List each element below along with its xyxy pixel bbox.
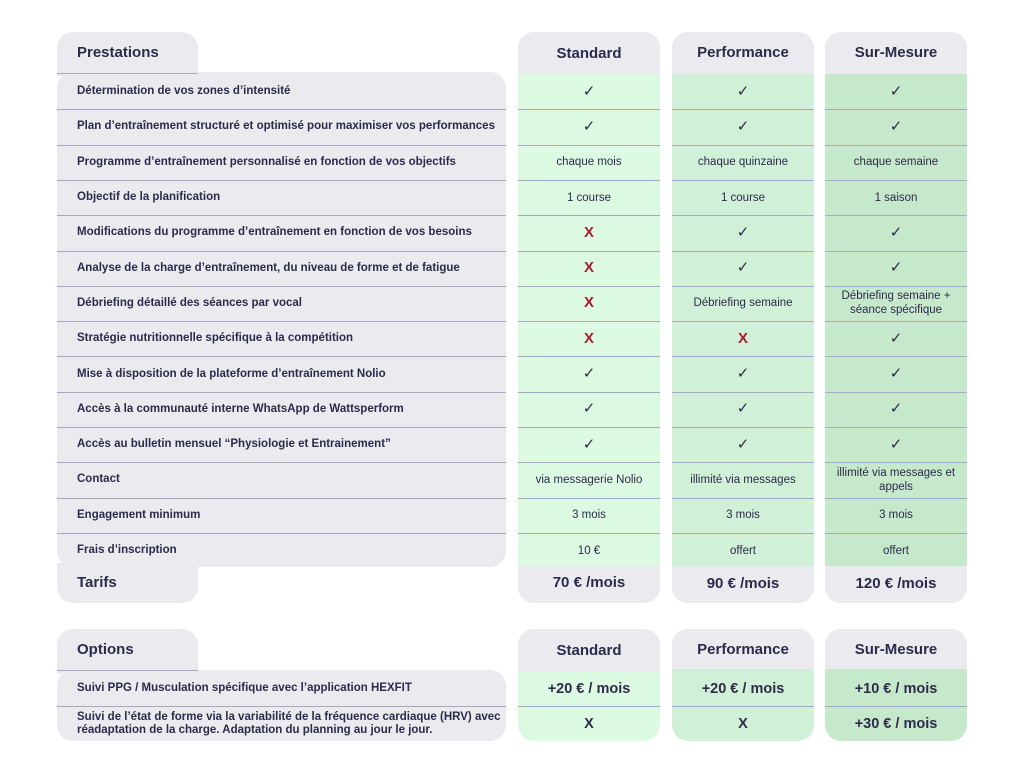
prestations-sur-mesure-cell xyxy=(825,462,967,497)
cross-icon: X xyxy=(583,223,594,241)
prestations-row-label: Mise à disposition de la plateforme d’entraînement Nolio xyxy=(77,367,386,380)
prestations-standard-cell xyxy=(518,215,660,250)
cell-text: 1 course xyxy=(720,191,766,204)
cell-text: via messagerie Nolio xyxy=(535,473,643,486)
cell-text: illimité via messages xyxy=(690,473,796,486)
check-icon: ✓ xyxy=(889,82,903,100)
prestations-performance-cell xyxy=(672,215,814,250)
check-icon: ✓ xyxy=(889,435,903,453)
sur-mesure-title: Sur-Mesure xyxy=(854,44,938,61)
prestations-performance-cell xyxy=(672,74,814,109)
options-standard-cell xyxy=(518,671,660,706)
cell-text: 1 course xyxy=(566,191,612,204)
prestations-performance-cell xyxy=(672,251,814,286)
tarifs-label: Tarifs xyxy=(77,574,117,591)
cross-icon: X xyxy=(738,715,748,732)
prestations-row-label: Débriefing détaillé des séances par vocal xyxy=(77,296,302,309)
prestations-sur-mesure-cell xyxy=(825,321,967,356)
options-standard-title: Standard xyxy=(556,642,622,659)
check-icon: ✓ xyxy=(736,82,750,100)
check-icon: ✓ xyxy=(889,400,903,418)
options-performance-title: Performance xyxy=(697,641,789,658)
cross-icon: X xyxy=(583,329,594,347)
options-sur-mesure-cell xyxy=(825,706,967,741)
cell-text: 3 mois xyxy=(572,509,606,522)
prestations-performance-cell xyxy=(672,533,814,568)
check-icon: ✓ xyxy=(736,259,750,277)
check-icon: ✓ xyxy=(889,329,903,347)
performance-title: Performance xyxy=(697,44,789,61)
header-divider xyxy=(57,670,198,671)
check-icon: ✓ xyxy=(736,365,750,383)
cell-text: 10 € xyxy=(577,544,601,557)
prestations-row-label: Engagement minimum xyxy=(77,508,201,521)
cell-text: +10 € / mois xyxy=(854,680,938,697)
options-sur-mesure-cell xyxy=(825,671,967,706)
cell-text: offert xyxy=(730,544,756,557)
prestations-sur-mesure-cell xyxy=(825,251,967,286)
prestations-sur-mesure-cell xyxy=(825,286,967,321)
prestations-sur-mesure-cell xyxy=(825,498,967,533)
prestations-row-label: Frais d’inscription xyxy=(77,544,177,557)
prestations-standard-cell xyxy=(518,109,660,144)
check-icon: ✓ xyxy=(889,223,903,241)
prestations-performance-cell xyxy=(672,321,814,356)
prestations-standard-cell xyxy=(518,427,660,462)
cell-text: +20 € / mois xyxy=(701,680,785,697)
check-icon: ✓ xyxy=(736,223,750,241)
prestations-sur-mesure-cell xyxy=(825,145,967,180)
prestations-performance-cell xyxy=(672,498,814,533)
prestations-sur-mesure-cell xyxy=(825,180,967,215)
check-icon: ✓ xyxy=(889,259,903,277)
prestations-standard-cell xyxy=(518,321,660,356)
cell-text: +30 € / mois xyxy=(854,715,938,732)
check-icon: ✓ xyxy=(582,400,596,418)
prestations-sur-mesure-cell xyxy=(825,533,967,568)
options-performance-cell xyxy=(672,671,814,706)
check-icon: ✓ xyxy=(889,365,903,383)
cell-text: chaque mois xyxy=(556,156,622,169)
cell-text: 3 mois xyxy=(726,509,760,522)
check-icon: ✓ xyxy=(736,435,750,453)
check-icon: ✓ xyxy=(582,117,596,135)
prestations-row-label: Objectif de la planification xyxy=(77,191,221,204)
options-row-label: Suivi PPG / Musculation spécifique avec l’application HEXFIT xyxy=(77,682,412,694)
prestations-performance-cell xyxy=(672,427,814,462)
cross-icon: X xyxy=(583,294,594,312)
check-icon: ✓ xyxy=(582,435,596,453)
prestations-row-label: Programme d’entraînement personnalisé en fonction de vos objectifs xyxy=(77,155,456,168)
options-title: Options xyxy=(77,641,134,658)
prestations-standard-cell xyxy=(518,356,660,391)
cell-text: chaque quinzaine xyxy=(697,156,789,169)
prestations-performance-cell xyxy=(672,286,814,321)
cell-text: 3 mois xyxy=(879,509,913,522)
check-icon: ✓ xyxy=(736,400,750,418)
prestations-row-label: Modifications du programme d’entraînement en fonction de vos besoins xyxy=(77,226,472,239)
check-icon: ✓ xyxy=(582,365,596,383)
prestations-standard-cell xyxy=(518,180,660,215)
cell-text: +20 € / mois xyxy=(547,680,631,697)
cell-text: illimité via messages et appels xyxy=(836,466,956,493)
prestations-sur-mesure-cell xyxy=(825,215,967,250)
cell-text: Débriefing semaine xyxy=(693,297,793,310)
prestations-performance-cell xyxy=(672,180,814,215)
cross-icon: X xyxy=(737,329,748,347)
prestations-sur-mesure-cell xyxy=(825,74,967,109)
sur-mesure-price: 120 € /mois xyxy=(855,574,937,592)
prestations-standard-cell xyxy=(518,533,660,568)
cell-text: chaque semaine xyxy=(853,156,939,169)
options-row-label: Suivi de l’état de forme via la variabilité de la fréquence cardiaque (HRV) avec réadaptation de la charge. Adaptation du planning au jour le jour. xyxy=(77,710,501,736)
prestations-sur-mesure-cell xyxy=(825,392,967,427)
prestations-standard-cell xyxy=(518,145,660,180)
prestations-standard-cell xyxy=(518,74,660,109)
cell-text: Débriefing semaine + séance spécifique xyxy=(841,290,951,317)
prestations-standard-cell xyxy=(518,251,660,286)
prestations-row-label: Stratégie nutritionnelle spécifique à la compétition xyxy=(77,332,354,345)
performance-price: 90 € /mois xyxy=(706,574,780,592)
header-divider xyxy=(57,73,198,74)
cell-text: 1 saison xyxy=(874,191,918,204)
prestations-row-label: Détermination de vos zones d’intensité xyxy=(77,85,291,98)
prestations-performance-cell xyxy=(672,109,814,144)
cross-icon: X xyxy=(584,715,594,732)
check-icon: ✓ xyxy=(582,82,596,100)
options-sur-mesure-title: Sur-Mesure xyxy=(854,641,938,658)
check-icon: ✓ xyxy=(889,117,903,135)
prestations-row-label: Contact xyxy=(77,473,120,486)
prestations-performance-cell xyxy=(672,356,814,391)
cell-text: offert xyxy=(883,544,909,557)
prestations-sur-mesure-cell xyxy=(825,356,967,391)
prestations-standard-cell xyxy=(518,392,660,427)
prestations-sur-mesure-cell xyxy=(825,109,967,144)
prestations-performance-cell xyxy=(672,145,814,180)
prestations-row-label: Plan d’entraînement structuré et optimisé pour maximiser vos performances xyxy=(77,120,495,133)
standard-price: 70 € /mois xyxy=(552,573,626,591)
prestations-standard-cell xyxy=(518,286,660,321)
standard-title: Standard xyxy=(556,45,622,62)
options-performance-cell xyxy=(672,706,814,741)
cross-icon: X xyxy=(583,259,594,277)
check-icon: ✓ xyxy=(736,117,750,135)
prestations-performance-cell xyxy=(672,392,814,427)
prestations-sur-mesure-cell xyxy=(825,427,967,462)
prestations-standard-cell xyxy=(518,462,660,497)
options-standard-cell xyxy=(518,706,660,741)
prestations-title: Prestations xyxy=(77,44,159,61)
prestations-row-label: Accès au bulletin mensuel “Physiologie et Entrainement” xyxy=(77,438,391,451)
prestations-standard-cell xyxy=(518,498,660,533)
prestations-performance-cell xyxy=(672,462,814,497)
prestations-row-label: Accès à la communauté interne WhatsApp de Wattsperform xyxy=(77,402,404,415)
prestations-row-label: Analyse de la charge d’entraînement, du niveau de forme et de fatigue xyxy=(77,261,460,274)
